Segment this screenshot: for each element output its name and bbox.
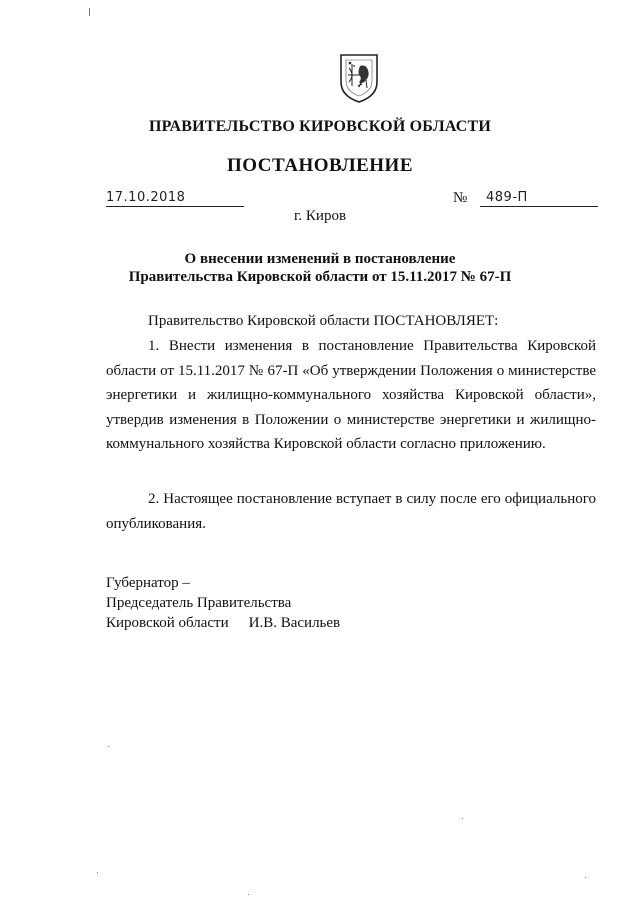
signature-title-2: Председатель Правительства [106, 595, 292, 611]
subject-line-2: Правительства Кировской области от 15.11.2017 № 67-П [128, 269, 512, 285]
signatory-name: И.В. Васильев [248, 615, 341, 631]
scan-speck [462, 818, 463, 819]
paragraph-item-1: 1. Внести изменения в постановление Правительства Кировской области от 15.11.2017 № 67-П «Об утверждении Положения о министерстве энергетики и жилищно-коммунального хозяйства Кировской области», утвердив изменения в Положении о министерстве энергетики и жилищно-коммунального хозяйства Кировской области согласно приложению. [106, 338, 596, 452]
government-title: ПРАВИТЕЛЬСТВО КИРОВСКОЙ ОБЛАСТИ [148, 118, 492, 135]
signature-region: Кировской области [106, 615, 229, 631]
document-subject [0, 250, 640, 286]
signature-title-1: Губернатор – [106, 575, 190, 591]
date-field [106, 190, 244, 207]
kirov-coat-of-arms-icon [338, 52, 380, 104]
scan-speck [89, 8, 90, 16]
scan-speck [97, 872, 98, 873]
number-field [480, 190, 598, 207]
document-number: 489-П [486, 190, 528, 205]
document-type: ПОСТАНОВЛЕНИЕ [226, 155, 414, 176]
document-date: 17.10.2018 [106, 190, 186, 205]
paragraph-item-2: 2. Настоящее постановление вступает в силу после его официального опубликования. [106, 491, 596, 532]
subject-line-1: О внесении изменений в постановление [184, 251, 456, 267]
scan-speck [248, 894, 249, 895]
number-label: № [453, 190, 468, 206]
city: г. Киров [293, 208, 347, 224]
scan-speck [108, 746, 109, 747]
scan-speck [585, 877, 586, 878]
signature-block [106, 573, 340, 633]
signature-title-3 [106, 613, 340, 633]
preamble: Правительство Кировской области ПОСТАНОВЛЯЕТ: [148, 313, 499, 329]
